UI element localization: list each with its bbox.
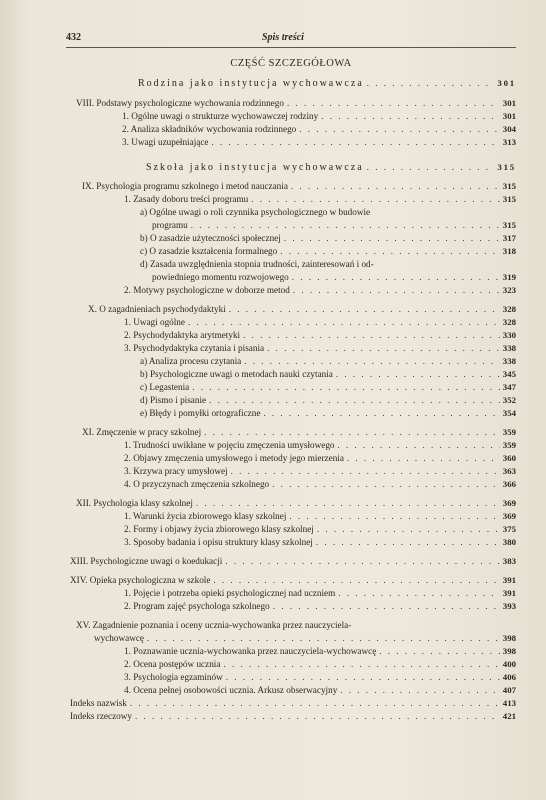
toc-entry: 1. Ogólne uwagi o strukturze wychowawczej rodziny . . . 301	[122, 110, 516, 122]
toc-entry: 3. Sposoby badania i opisu struktury klasy szkolnej . . . 380	[124, 536, 516, 548]
toc-chapter: VIII. Podstawy psychologiczne wychowania rodzinnego . . . 301	[76, 97, 516, 109]
toc-entry: 1. Poznawanie ucznia-wychowanka przez nauczyciela-wychowawcę . . . 398	[124, 645, 516, 657]
toc-entry: 4. O przyczynach zmęczenia szkolnego . . . 366	[124, 478, 516, 490]
toc-subentry: a) Ogólne uwagi o roli czynnika psychologicznego w budowie	[140, 207, 371, 217]
toc-subentry: a) Analiza procesu czytania . . . 338	[140, 355, 516, 367]
toc-subentry: d) Pismo i pisanie . . . 352	[140, 394, 516, 406]
toc-entry: 3. Psychologia egzaminów . . . 406	[124, 671, 516, 683]
running-title: Spis treści	[262, 32, 304, 43]
toc-subentry-continued: powiedniego momentu rozwojowego . . . 319	[152, 271, 516, 283]
toc-entry: 1. Warunki życia zbiorowego klasy szkolnej . . . 369	[124, 510, 516, 522]
toc-entry: 2. Formy i objawy życia zbiorowego klasy szkolnej . . . 375	[124, 523, 516, 535]
toc-chapter: XV. Zagadnienie poznania i oceny ucznia-wychowanka przez nauczyciela-	[76, 620, 352, 630]
toc-chapter: IX. Psychologia programu szkolnego i metod nauczania . . . 315	[82, 180, 516, 192]
toc-entry: 2. Objawy zmęczenia umysłowego i metody jego mierzenia . . . 360	[124, 452, 516, 464]
toc-entry: 1. Pojęcie i potrzeba opieki psychologicznej nad uczniem . . . 391	[124, 587, 516, 599]
toc-entry: 1. Trudności uwikłane w pojęciu zmęczenia umysłowego . . . 359	[124, 439, 516, 451]
toc-section-heading: Szkoła jako instytucja wychowawcza . . . 315	[146, 161, 516, 173]
toc-index: Indeks rzeczowy . . . 421	[70, 710, 516, 722]
toc-subentry: e) Błędy i pomyłki ortograficzne . . . 354	[140, 407, 516, 419]
toc-chapter: XII. Psychologia klasy szkolnej . . . 369	[76, 497, 516, 509]
toc-chapter: X. O zagadnieniach psychodydaktyki . . . 328	[88, 303, 516, 315]
toc-entry: 3. Uwagi uzupełniające . . . 313	[122, 136, 516, 148]
toc-entry: 2. Ocena postępów ucznia . . . 400	[124, 658, 516, 670]
toc-chapter-continued: wychowawcę . . . 398	[94, 632, 516, 644]
toc-subentry: b) O zasadzie użyteczności społecznej . . . 317	[140, 232, 516, 244]
toc-subentry: b) Psychologiczne uwagi o metodach nauki czytania . . . 345	[140, 368, 516, 380]
toc-entry: 1. Zasady doboru treści programu . . . 315	[124, 193, 516, 205]
toc-index: Indeks nazwisk . . . 413	[70, 697, 516, 709]
toc-entry: 3. Psychodydaktyka czytania i pisania . . . 338	[124, 342, 516, 354]
part-title: CZĘŚĆ SZCZEGÓŁOWA	[230, 58, 352, 69]
toc-chapter: XIII. Psychologiczne uwagi o koedukacji . . . 383	[70, 555, 516, 567]
toc-entry: 2. Psychodydaktyka arytmetyki . . . 330	[124, 329, 516, 341]
toc-chapter: XIV. Opieka psychologiczna w szkole . . . 391	[70, 574, 516, 586]
toc-subentry: d) Zasada uwzględnienia stopnia trudności, zainteresowań i od-	[140, 259, 374, 269]
toc-entry: 3. Krzywa pracy umysłowej . . . 363	[124, 465, 516, 477]
toc-entry: 2. Program zajęć psychologa szkolnego . . . 393	[124, 600, 516, 612]
toc-subentry-continued: programu . . . 315	[152, 219, 516, 231]
toc-entry: 2. Motywy psychologiczne w doborze metod . . . 323	[124, 284, 516, 296]
toc-entry: 4. Ocena pełnej osobowości ucznia. Arkusz obserwacyjny . . . 407	[124, 684, 516, 696]
toc-subentry: c) Legastenia . . . 347	[140, 381, 516, 393]
toc-section-heading: Rodzina jako instytucja wychowawcza . . . 301	[138, 77, 516, 89]
toc-subentry: c) O zasadzie kształcenia formalnego . . . 318	[140, 245, 516, 257]
toc-entry: 1. Uwagi ogólne . . . 328	[124, 316, 516, 328]
toc-chapter: XI. Zmęczenie w pracy szkolnej . . . 359	[82, 426, 516, 438]
toc-entry: 2. Analiza składników wychowania rodzinnego . . . 304	[122, 123, 516, 135]
page-number: 432	[66, 32, 81, 43]
